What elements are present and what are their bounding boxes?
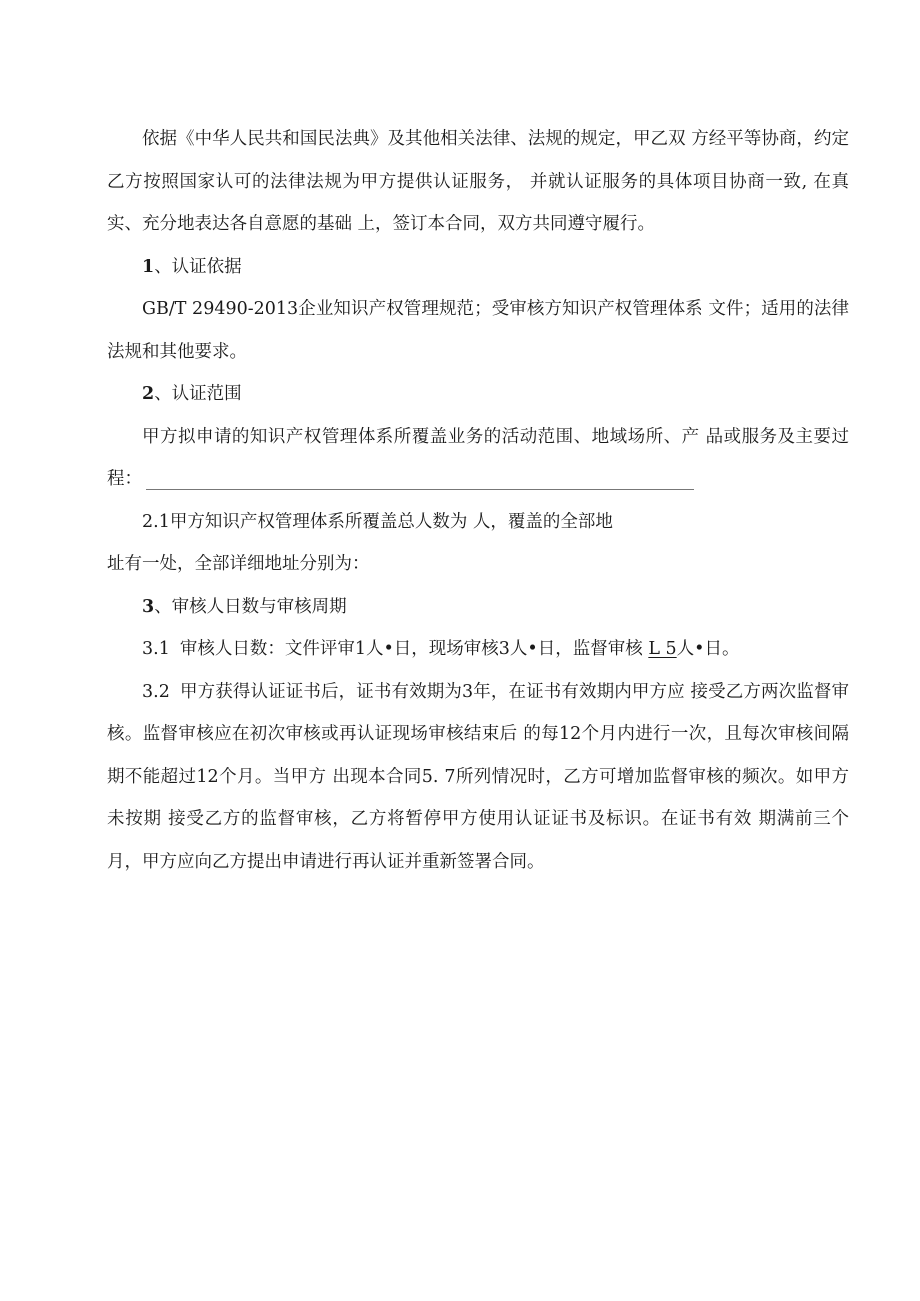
section-1-number: 1 — [142, 256, 155, 277]
section-2-1-line-2: 址有一处，全部详细地址分别为： — [107, 554, 370, 574]
section-3-1-text-a: 审核人日数：文件评审1人•日，现场审核3人•日，监督审核 — [179, 639, 649, 659]
section-1-heading — [107, 246, 849, 289]
section-3-1-underlined-value: L 5 — [648, 639, 677, 659]
section-3-2-body: 甲方获得认证证书后，证书有效期为3年，在证书有效期内甲方应 接受乙方两次监督审核。监督审核应在初次审核或再认证现场审核结束后 的每12个月内进行一次，且每次审核间隔期不能超过12个月。当甲方 出现本合同5. 7所列情况时，乙方可增加监督审核的频次。如甲方未按期 接受乙方的监督审核，乙方将暂停甲方使用认证证书及标识。在证书有效 期满前三个月，甲方应向乙方提出申请进行再认证并重新签署合同。 — [107, 681, 849, 872]
section-2-body — [107, 416, 849, 501]
section-2-number: 2 — [142, 384, 155, 404]
section-3-title: 、审核人日数与审核周期 — [154, 596, 347, 617]
section-3-1-text-b: 人•日。 — [676, 639, 740, 659]
section-3-1 — [107, 628, 849, 671]
scope-fill-blank[interactable] — [146, 463, 694, 490]
section-3-2 — [107, 671, 849, 884]
section-3-heading — [107, 586, 849, 629]
section-2-1-line-1: 2.1甲方知识产权管理体系所覆盖总人数为 人，覆盖的全部地 — [142, 511, 613, 532]
section-2-heading — [107, 373, 849, 416]
section-3-2-label: 3.2 — [142, 681, 170, 702]
section-1-title: 、认证依据 — [154, 256, 242, 277]
section-1-body: GB/T 29490-2013企业知识产权管理规范；受审核方知识产权管理体系 文件；适用的法律法规和其他要求。 — [107, 299, 849, 362]
section-2-body-text: 甲方拟申请的知识产权管理体系所覆盖业务的活动范围、地域场所、产 品或服务及主要过程： — [107, 426, 849, 489]
contract-body — [107, 118, 849, 883]
section-2-title: 、认证范围 — [154, 384, 242, 404]
intro-paragraph: 依据《中华人民共和国民法典》及其他相关法律、法规的规定，甲乙双 方经平等协商，约定乙方按照国家认可的法律法规为甲方提供认证服务， 并就认证服务的具体项目协商一致, 在真实、充分地表达各自意愿的基础 上，签订本合同，双方共同遵守履行。 — [107, 129, 849, 234]
section-3-number: 3 — [142, 596, 155, 617]
section-3-1-label: 3.1 — [142, 639, 170, 659]
